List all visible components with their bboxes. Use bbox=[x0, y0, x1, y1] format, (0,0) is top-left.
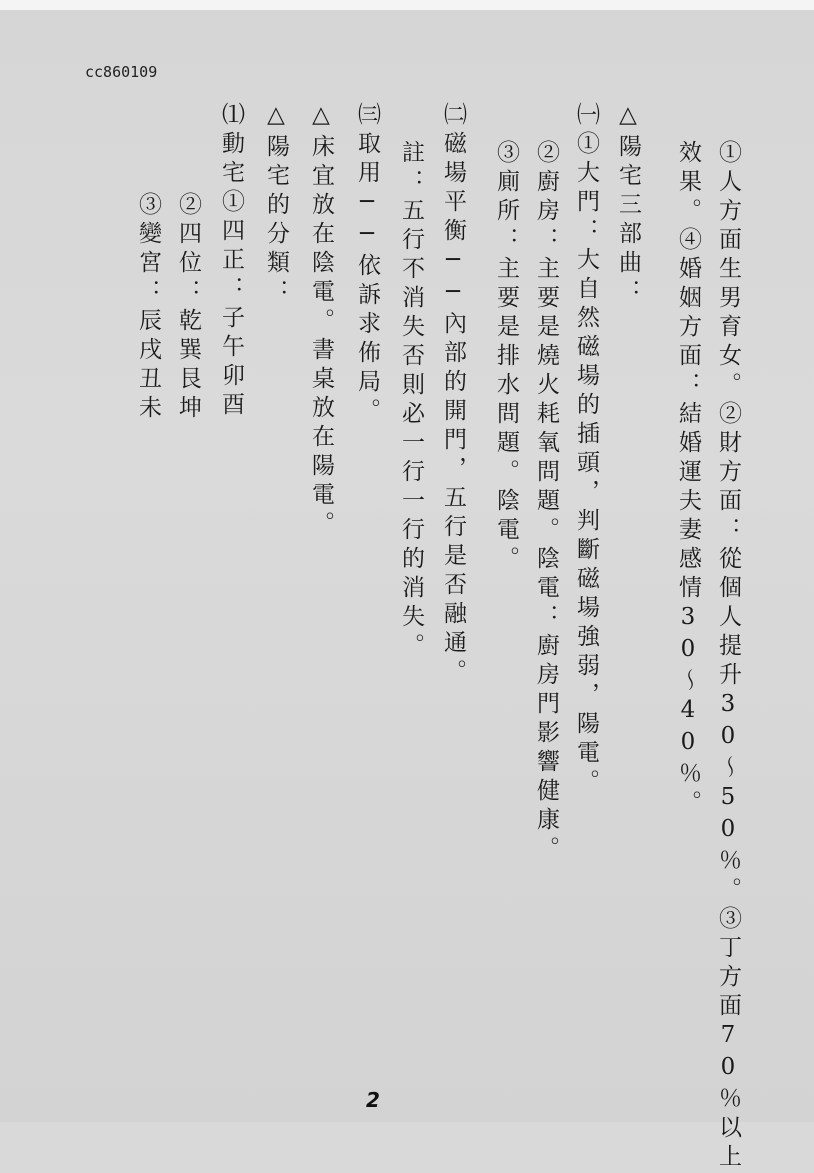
page-top-edge bbox=[0, 0, 814, 10]
text-column-12: ⑴動宅①四正：子午卯酉 bbox=[218, 102, 244, 421]
text-column-11: △陽宅的分類： bbox=[263, 102, 289, 308]
text-column-10: △床宜放在陰電。書桌放在陽電。 bbox=[308, 102, 334, 540]
text-column-3: △陽宅三部曲： bbox=[615, 102, 641, 308]
text-column-2: 效果。④婚姻方面：結婚運夫妻感情30～40％。 bbox=[675, 140, 701, 819]
text-column-9: ㈢取用──依訴求佈局。 bbox=[354, 102, 380, 427]
page-number: 2 bbox=[366, 1088, 380, 1112]
reference-code: cc860109 bbox=[85, 63, 158, 81]
text-column-14: ③變宮：辰戌丑未 bbox=[135, 192, 161, 424]
text-column-4: ㈠①大門：大自然磁場的插頭，判斷磁場強弱，陽電。 bbox=[573, 102, 599, 798]
text-column-1: ①人方面生男育女。②財方面：從個人提升30～50％。③丁方面70％以上 bbox=[715, 140, 741, 1173]
text-column-6: ③廁所：主要是排水問題。陰電。 bbox=[493, 140, 519, 575]
text-column-5: ②廚房：主要是燒火耗氧問題。陰電：廚房門影響健康。 bbox=[533, 140, 559, 865]
text-column-13: ②四位：乾巽艮坤 bbox=[175, 192, 201, 424]
text-column-8: 註：五行不消失否則必一行一行的消失。 bbox=[398, 140, 424, 662]
text-column-7: ㈡磁場平衡──內部的開門，五行是否融通。 bbox=[440, 102, 466, 688]
